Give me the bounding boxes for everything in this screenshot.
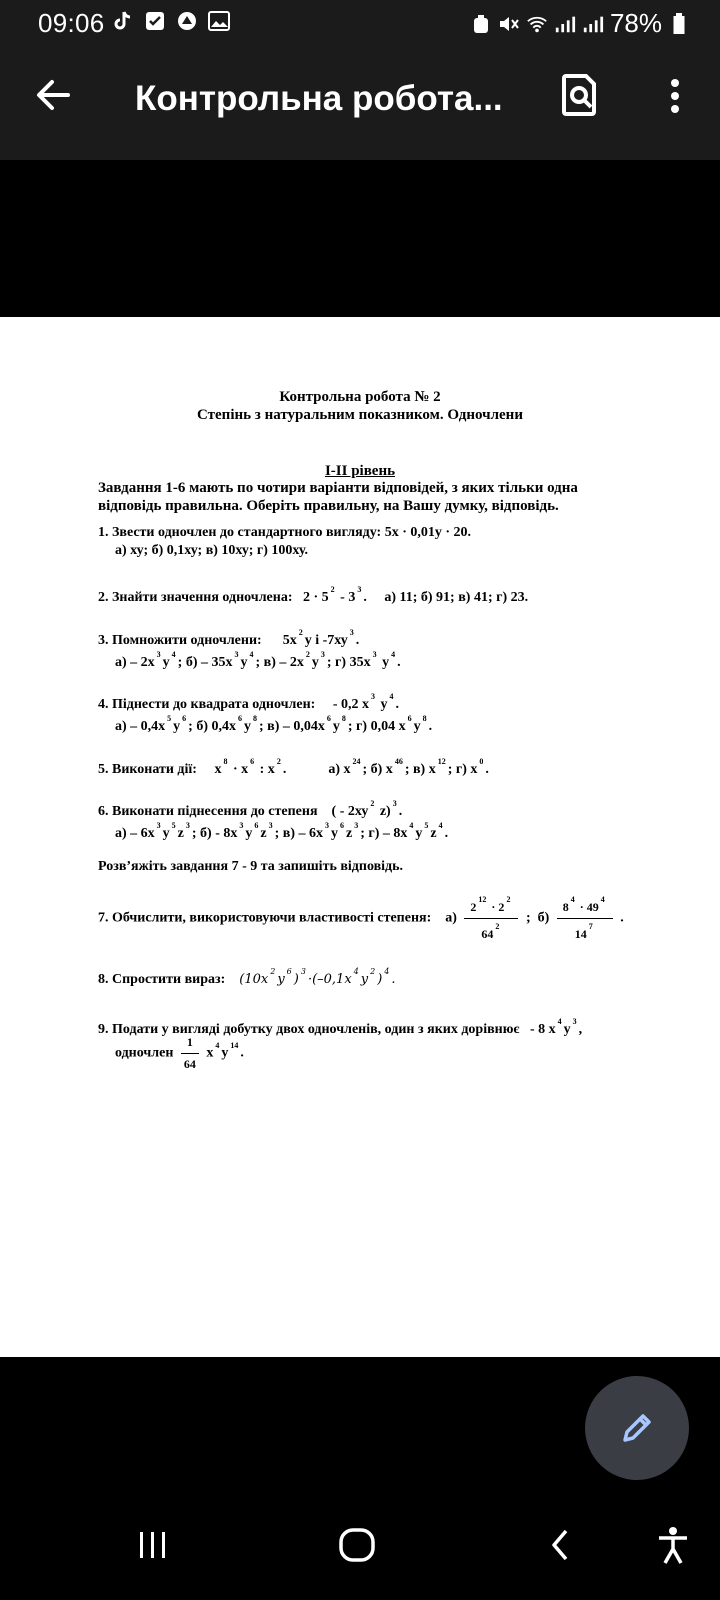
question-4-text: 4. Піднести до квадрата одночлен: [98, 697, 316, 712]
pencil-icon [617, 1408, 657, 1448]
expression-8: $(10x^2y^6)^3\cdot(-0,1x^4y^2)^4$. [239, 967, 396, 987]
question-6: 6. Виконати піднесення до степеня ( - $2ху^2$ z)$^3$. [98, 799, 403, 819]
back-button[interactable] [28, 70, 78, 120]
nav-back-button[interactable] [535, 1522, 585, 1568]
accessibility-button[interactable] [648, 1522, 698, 1568]
question-5-text: 5. Виконати дії: [98, 762, 197, 777]
document-title: Контрольна робота... [135, 79, 503, 118]
accessibility-icon [655, 1525, 691, 1565]
battery-percent: 78% [609, 8, 662, 38]
question-4: 4. Піднести до квадрата одночлен: - 0,2 $х^3$ $у^4$. [98, 692, 399, 712]
chevron-left-icon [548, 1527, 572, 1563]
question-8-text: 8. Спростити вираз: [98, 972, 226, 987]
question-7-text: 7. Обчислити, використовуючи властивості степеня: [98, 910, 432, 926]
fraction-b: $\frac{8^4 \cdot 49^4}{14^7}$ [557, 895, 613, 942]
question-1: 1. Звести одночлен до стандартного вигляду: 5х · 0,01у · 20. [98, 525, 472, 540]
search-in-document-button[interactable] [560, 72, 600, 118]
notification-icons [112, 10, 230, 32]
question-2-answers: а) 11; б) 91; в) 41; г) 23. [384, 590, 529, 605]
fraction-a: $\frac{2^{12} \cdot 2^2}{64^2}$ [464, 895, 518, 942]
more-vert-icon [660, 74, 690, 120]
mute-icon [498, 13, 520, 35]
question-2: 2. Знайти значення одночлена: $2 \cdot 5^2 - 3^3$. а) 11; б) 91; в) 41; г) 23. [98, 585, 529, 605]
recents-icon [136, 1530, 170, 1560]
instruction-7-9: Розв’яжіть завдання 7 - 9 та запишіть відповідь. [98, 859, 404, 874]
question-6-text: 6. Виконати піднесення до степеня [98, 804, 318, 819]
status-time: 09:06 [38, 8, 105, 38]
vpn-icon [176, 10, 198, 32]
level-heading: І-ІІ рівень [324, 463, 396, 479]
intro-text: Завдання 1-6 мають по чотири варіанти відповідей, з яких тільки одна відповідь правильна. Оберіть правильну, на Вашу думку, відповідь. [98, 480, 578, 514]
signal-icon [554, 13, 576, 35]
question-6-answers: $а) - 6х^3у^5z^3$; $б) - 8х^3у^6z^3$; $в) - 6х^3у^6z^3$; $г) - 8х^4у^5z^4$. [115, 821, 449, 841]
app-bar [0, 46, 720, 160]
alarm-icon [470, 13, 492, 35]
battery-icon [668, 13, 690, 35]
status-bar [0, 0, 720, 46]
question-7: 7. Обчислити, використовуючи властивості степеня: а) $\frac{2^{12} \cdot 2^2}{64^2}$ ; б) $\frac{8^4 \cdot 49^4}{14^7}$ . [98, 895, 624, 941]
task-check-icon [144, 10, 166, 32]
more-options-button[interactable] [660, 74, 690, 120]
gallery-icon [208, 10, 230, 32]
question-3-text: 3. Помножити одночлени: [98, 633, 262, 648]
question-8 [98, 967, 396, 988]
home-button[interactable] [332, 1522, 382, 1568]
document-page [0, 317, 720, 1357]
question-9: 9. Подати у вигляді добутку двох одночленів, один з яких дорівнює - 8 $х^4у^3$, [98, 1017, 583, 1037]
home-icon [337, 1527, 377, 1563]
doc-title: Контрольна робота № 2 [279, 389, 441, 405]
recent-apps-button[interactable] [128, 1522, 178, 1568]
question-3-answers: $а) - 2х^3у^4$; $б) - 35х^3у^4$; $в) - 2х^2у^3$; г) $35х^3$ $у^4$. [115, 650, 401, 670]
fraction-9: $\frac{1}{64}$ [181, 1035, 199, 1072]
system-status [470, 8, 690, 39]
question-9-second: одночлен $\frac{1}{64}$ $х^4у^{14}$. [115, 1035, 244, 1071]
viewer-background [0, 160, 720, 317]
question-1-answers: а) ху; б) 0,1ху; в) 10ху; г) 100ху. [115, 543, 308, 558]
question-3: 3. Помножити одночлени: $5х^2у$ і $-7ху^3$. [98, 628, 360, 648]
arrow-back-icon [28, 70, 78, 120]
question-9-text: 9. Подати у вигляді добутку двох одночленів, один з яких дорівнює [98, 1022, 520, 1037]
question-5: 5. Виконати дії: $х^8 \cdot х^6$ : $х^2$. а) $х^{24}$; б) $х^{46}$; в) $х^{12}$; г) $х^0$. [98, 757, 489, 777]
edit-fab-button[interactable] [585, 1376, 689, 1480]
tiktok-icon [112, 10, 134, 32]
signal-icon-2 [582, 13, 604, 35]
document-search-icon [560, 72, 600, 118]
wifi-icon [526, 13, 548, 35]
doc-subtitle: Степінь з натуральним показником. Одночлени [197, 407, 523, 423]
question-2-text: 2. Знайти значення одночлена: [98, 590, 293, 605]
question-9-second-text: одночлен [115, 1045, 174, 1061]
question-4-answers: $а) - 0,4х^5у^6$; б) $0,4х^6у^8$; $в) - 0,04х^6у^8$; г) 0,04 $х^6у^8$. [115, 714, 433, 734]
